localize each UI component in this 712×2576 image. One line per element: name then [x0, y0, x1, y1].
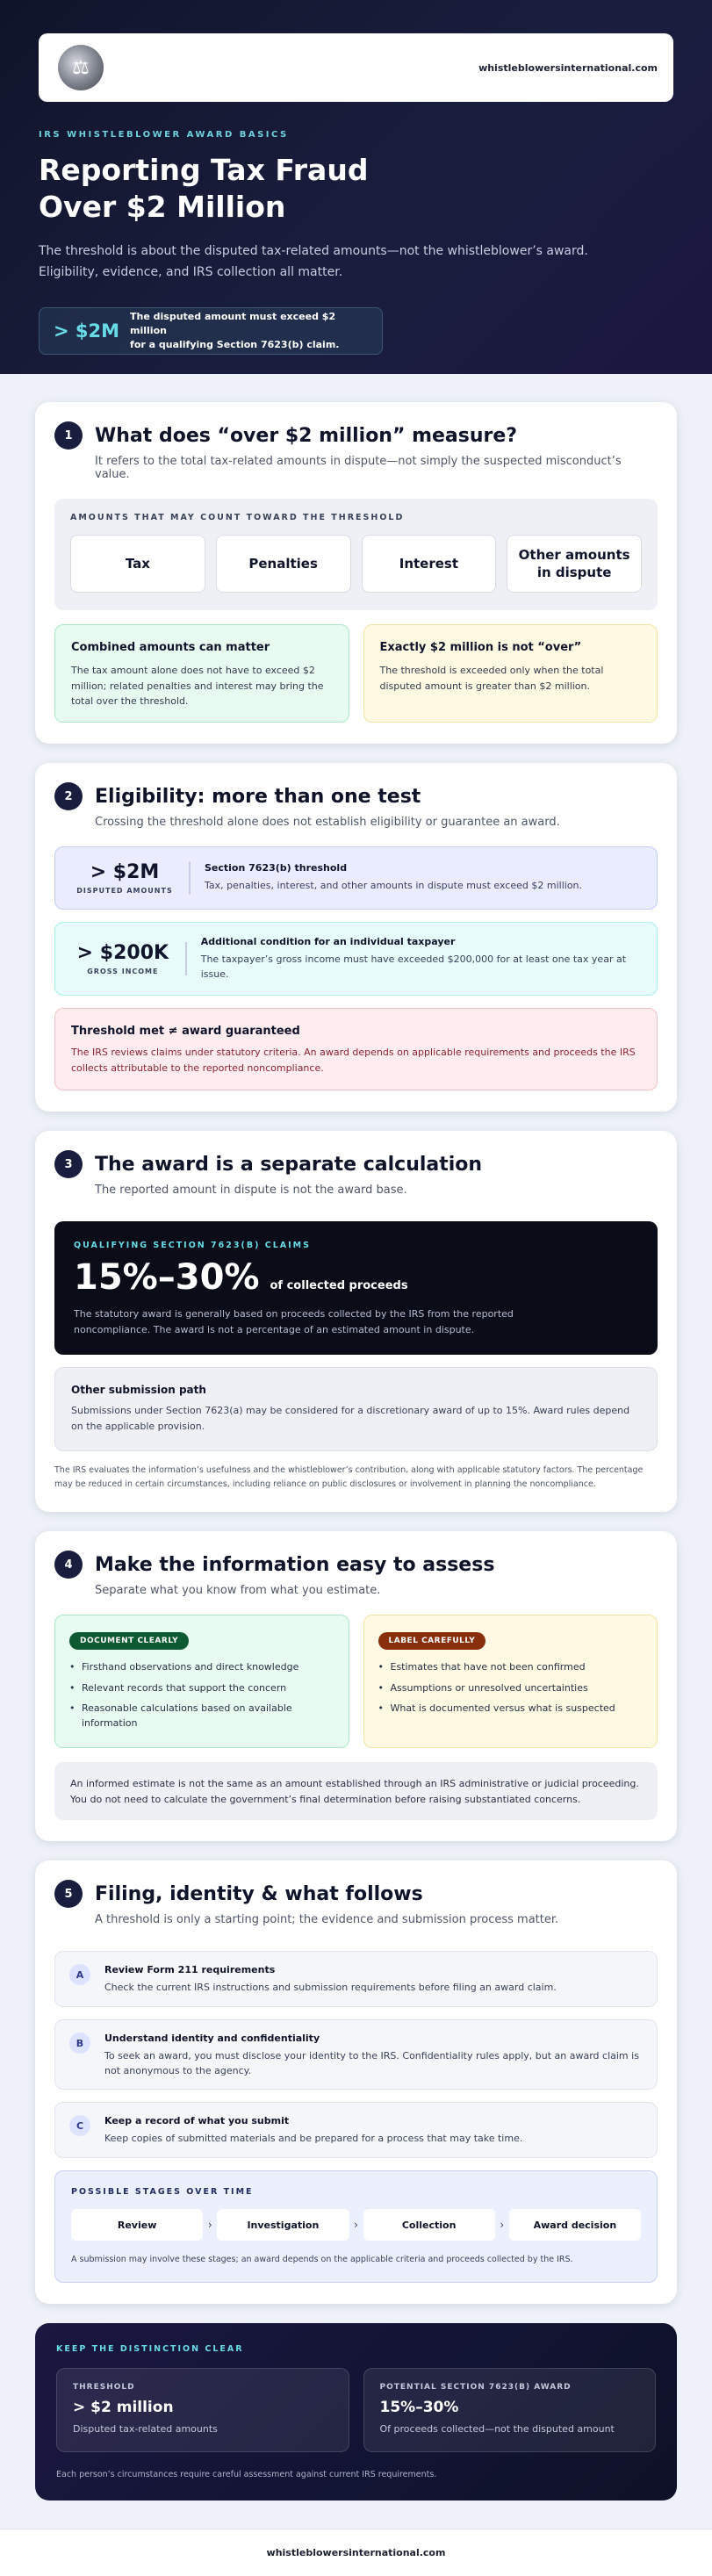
main-content [0, 374, 712, 2500]
stage-award-decision: Award decision [509, 2209, 641, 2241]
test-disputed-amounts [54, 846, 658, 910]
other-title: Other submission path [71, 1384, 206, 1396]
section-number: 4 [54, 1551, 83, 1579]
threshold-summary [56, 2368, 349, 2452]
summary-label: THRESHOLD [73, 2383, 135, 2393]
warning-text: The IRS reviews claims under statutory criteria. An award depends on applicable requirements and proceeds the IRS collects attributable to the reported noncompliance. [71, 1047, 636, 1074]
summary-value: 15%–30% [379, 2399, 459, 2417]
hero-subtitle: The threshold is about the disputed tax-related amounts—not the whistleblower’s award. Eligibility, evidence, and IRS collection all matter. [39, 244, 588, 279]
step-title: Keep a record of what you submit [104, 2115, 290, 2127]
hero-eyebrow: IRS WHISTLEBLOWER AWARD BASICS [39, 130, 289, 140]
summary-value: > $2 million [73, 2399, 174, 2417]
stages-panel [54, 2170, 658, 2283]
step-form-211 [54, 1951, 658, 2007]
amounts-panel [54, 499, 658, 610]
section-number: 5 [54, 1880, 83, 1908]
amount-other: Other amounts in dispute [507, 535, 642, 593]
footer-site-link[interactable]: whistleblowersinternational.com [266, 2547, 446, 2559]
test-gross-income [54, 922, 658, 996]
hero-title-line2: Over $2 Million [39, 190, 286, 225]
step-text: Keep copies of submitted materials and be prepared for a process that may take time. [104, 2133, 523, 2145]
section-number: 2 [54, 782, 83, 810]
section-title: The award is a separate calculation [95, 1153, 483, 1176]
hero-title [39, 152, 673, 226]
stages-label: POSSIBLE STAGES OVER TIME [71, 2187, 254, 2198]
list-item: • Firsthand observations and direct knowledge [69, 1660, 334, 1675]
note-title: Exactly $2 million is not “over” [379, 641, 582, 654]
document-clearly-box [54, 1615, 349, 1748]
other-submission-path [54, 1367, 658, 1451]
section-subtitle: Crossing the threshold alone does not establish eligibility or guarantee an award. [95, 816, 560, 829]
award-label: QUALIFYING SECTION 7623(B) CLAIMS [74, 1241, 311, 1250]
award-percentage-panel [54, 1221, 658, 1355]
hero-title-line1: Reporting Tax Fraud [39, 153, 369, 187]
award-percentage: 15%–30% [74, 1257, 260, 1298]
stage-investigation: Investigation [217, 2209, 349, 2241]
step-title: Review Form 211 requirements [104, 1964, 276, 1976]
step-letter: B [69, 2033, 90, 2054]
award-summary [363, 2368, 657, 2452]
list-item: • Relevant records that support the concern [69, 1681, 334, 1696]
chevron-right-icon: › [354, 2219, 358, 2232]
top-bar [39, 33, 673, 102]
amount-tax: Tax [70, 535, 205, 593]
stages-note: A submission may involve these stages; an award depends on the applicable criteria and proceeds collected by the IRS. [71, 2255, 573, 2265]
hero-callout-line1: The disputed amount must exceed $2 million [130, 310, 336, 336]
note-title: Combined amounts can matter [71, 641, 270, 654]
section-number: 3 [54, 1150, 83, 1178]
step-text: Check the current IRS instructions and submission requirements before filing an award claim. [104, 1982, 557, 1994]
hero-callout-line2: for a qualifying Section 7623(b) claim. [130, 338, 340, 350]
note-text: The threshold is exceeded only when the total disputed amount is greater than $2 million. [379, 665, 604, 692]
amounts-label: AMOUNTS THAT MAY COUNT TOWARD THE THRESHOLD [70, 513, 405, 522]
section-eligibility [35, 763, 677, 1112]
distinction-summary [35, 2323, 677, 2500]
section-award-calculation [35, 1131, 677, 1512]
test-title: Section 7623(b) threshold [205, 862, 348, 874]
list-item: • Assumptions or unresolved uncertainties [378, 1681, 644, 1696]
estimate-info-box: An informed estimate is not the same as an amount established through an IRS administrative or judicial proceeding. You do not need to calculate the government’s final determination before raising substantiated concerns. [54, 1762, 658, 1820]
test-value: > $200K [76, 942, 169, 964]
section-title: Eligibility: more than one test [95, 785, 421, 808]
label-carefully-box [363, 1615, 658, 1748]
stage-review: Review [71, 2209, 203, 2241]
section-subtitle: The reported amount in dispute is not the award base. [95, 1184, 407, 1197]
test-caption: GROSS INCOME [87, 968, 159, 975]
hero-callout-text [130, 310, 368, 352]
section-title: Make the information easy to assess [95, 1553, 495, 1576]
distinction-label: KEEP THE DISTINCTION CLEAR [56, 2344, 244, 2355]
summary-desc: Disputed tax-related amounts [73, 2423, 218, 2436]
section-number: 1 [54, 421, 83, 450]
award-text: The statutory award is generally based on proceeds collected by the IRS from the reported noncompliance. The award is not a percentage of an estimated amount in dispute. [74, 1308, 514, 1335]
warning-not-guaranteed [54, 1008, 658, 1090]
site-url-link[interactable]: whistleblowersinternational.com [478, 61, 658, 74]
step-title: Understand identity and confidentiality [104, 2033, 320, 2045]
summary-desc: Of proceeds collected—not the disputed amount [379, 2423, 615, 2436]
footer [0, 2529, 712, 2576]
chevron-right-icon: › [207, 2219, 212, 2232]
award-percentage-suffix: of collected proceeds [270, 1279, 408, 1292]
step-text: To seek an award, you must disclose your identity to the IRS. Confidentiality rules apply, but an award claim is not anonymous to the agency. [104, 2050, 639, 2077]
list-item: • Reasonable calculations based on available information [69, 1702, 334, 1731]
step-identity [54, 2019, 658, 2090]
section-subtitle: It refers to the total tax-related amounts in dispute—not simply the suspected misconduct’s value. [95, 455, 622, 481]
warning-title: Threshold met ≠ award guaranteed [71, 1025, 300, 1038]
section-title: What does “over $2 million” measure? [95, 424, 518, 447]
test-caption: DISPUTED AMOUNTS [76, 887, 173, 895]
step-keep-record [54, 2102, 658, 2158]
chevron-right-icon: › [500, 2219, 505, 2232]
test-title: Additional condition for an individual taxpayer [200, 935, 456, 947]
test-text: Tax, penalties, interest, and other amounts in dispute must exceed $2 million. [205, 880, 583, 892]
amount-interest: Interest [362, 535, 497, 593]
label-carefully-pill: LABEL CAREFULLY [378, 1632, 486, 1650]
section-assess-information [35, 1531, 677, 1841]
section-title: Filing, identity & what follows [95, 1882, 423, 1905]
section-subtitle: Separate what you know from what you estimate. [95, 1584, 381, 1598]
other-text: Submissions under Section 7623(a) may be considered for a discretionary award of up to 15%. Award rules depend on the applicable provision. [71, 1405, 630, 1432]
test-value: > $2M [90, 861, 160, 883]
list-item: • What is documented versus what is suspected [378, 1702, 644, 1716]
distinction-fineprint: Each person’s circumstances require careful assessment against current IRS requirements. [56, 2470, 437, 2480]
document-clearly-pill: DOCUMENT CLEARLY [69, 1632, 189, 1650]
note-combined-amounts [54, 624, 349, 723]
summary-label: POTENTIAL SECTION 7623(B) AWARD [379, 2383, 572, 2393]
note-text: The tax amount alone does not have to exceed $2 million; related penalties and interest may bring the total over the threshold. [71, 665, 324, 708]
note-exactly-2m [363, 624, 658, 723]
section-subtitle: A threshold is only a starting point; the evidence and submission process matter. [95, 1913, 559, 1927]
step-letter: C [69, 2115, 90, 2136]
hero-callout-value: > $2M [54, 320, 120, 342]
hero [0, 0, 712, 374]
hero-callout [39, 307, 383, 355]
step-letter: A [69, 1964, 90, 1985]
seal-logo-icon[interactable]: ⚖ [58, 45, 104, 90]
amount-penalties: Penalties [216, 535, 351, 593]
test-text: The taxpayer’s gross income must have exceeded $200,000 for at least one tax year at issue. [200, 953, 627, 980]
section-threshold-measure [35, 402, 677, 744]
list-item: • Estimates that have not been confirmed [378, 1660, 644, 1675]
section-filing-identity [35, 1860, 677, 2304]
stage-collection: Collection [363, 2209, 495, 2241]
fine-print: The IRS evaluates the information’s usefulness and the whistleblower’s contribution, along with applicable statutory factors. The percentage may be reduced in certain circumstances, including reliance on public disclosures or involvement in planning the noncompliance. [54, 1465, 644, 1489]
